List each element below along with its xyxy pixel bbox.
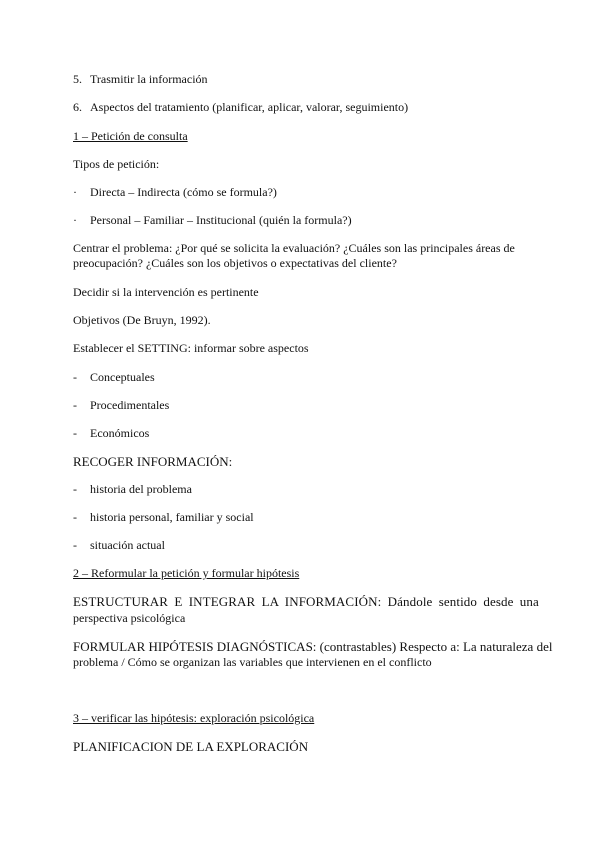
objetivos-text: Objetivos (De Bruyn, 1992). (73, 313, 211, 327)
centrar-line-2: preocupación? ¿Cuáles son los objetivos o expectativas del cliente? (73, 256, 397, 270)
section-3-heading: 3 – verificar las hipótesis: exploración psicológica (73, 711, 315, 725)
recoger-item-historia-personal (73, 510, 527, 525)
decidir-text: Decidir si la intervención es pertinente (73, 285, 259, 299)
bullet-mark: - (73, 398, 77, 412)
bullet-mark: - (73, 510, 77, 524)
list-text: Directa – Indirecta (cómo se formula?) (90, 185, 277, 199)
recoger-label: RECOGER INFORMACIÓN: (73, 454, 233, 469)
recoger-item-historia-problema (73, 482, 527, 497)
list-number: 5. (73, 72, 82, 86)
centrar-line-1: Centrar el problema: ¿Por qué se solicita la evaluación? ¿Cuáles son las principales áreas de (73, 241, 515, 255)
formular-line-2: problema / Cómo se organizan las variables que intervienen en el conflicto (73, 655, 432, 669)
bullet-mark: - (73, 370, 77, 384)
bullet-mark: - (73, 426, 77, 440)
planificacion-heading: PLANIFICACION DE LA EXPLORACIÓN (73, 739, 309, 754)
list-item-6 (73, 100, 527, 115)
recoger-item-situacion (73, 538, 527, 553)
list-number: 6. (73, 100, 82, 114)
setting-label: Establecer el SETTING: informar sobre aspectos (73, 341, 309, 355)
section-1-heading: 1 – Petición de consulta (73, 129, 188, 143)
tipos-item-directa (73, 185, 527, 200)
list-text: historia personal, familiar y social (90, 510, 254, 524)
list-text: Personal – Familiar – Institucional (quién la formula?) (90, 213, 352, 227)
setting-item-economicos (73, 426, 527, 441)
setting-item-procedimentales (73, 398, 527, 413)
list-text: historia del problema (90, 482, 192, 496)
bullet-mark: - (73, 538, 77, 552)
tipos-item-personal (73, 213, 527, 228)
setting-item-conceptuales (73, 370, 527, 385)
list-text: Aspectos del tratamiento (planificar, aplicar, valorar, seguimiento) (90, 100, 409, 114)
list-item-5 (73, 72, 527, 87)
estructurar-line-2: perspectiva psicológica (73, 611, 186, 625)
list-text: situación actual (90, 538, 165, 552)
tipos-label: Tipos de petición: (73, 157, 160, 171)
bullet-mark: · (73, 185, 77, 199)
list-text: Trasmitir la información (90, 72, 208, 86)
list-text: Conceptuales (90, 370, 155, 384)
bullet-mark: - (73, 482, 77, 496)
estructurar-line-1: ESTRUCTURAR E INTEGRAR LA INFORMACIÓN: Dándole sentido desde una (73, 594, 539, 609)
formular-line-1: FORMULAR HIPÓTESIS DIAGNÓSTICAS: (contrastables) Respecto a: La naturaleza del (73, 639, 553, 654)
list-text: Económicos (90, 426, 150, 440)
bullet-mark: · (73, 213, 77, 227)
section-2-heading: 2 – Reformular la petición y formular hipótesis (73, 566, 300, 580)
list-text: Procedimentales (90, 398, 170, 412)
